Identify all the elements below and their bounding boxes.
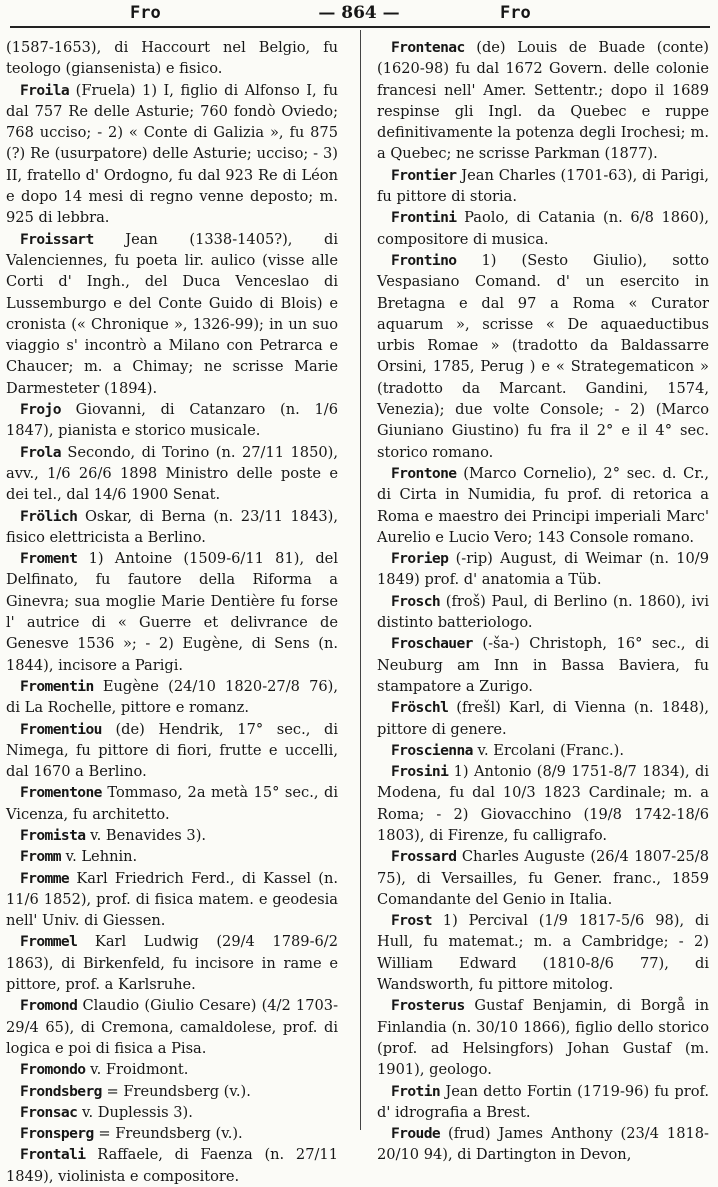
entry-headword: Frontenac (391, 39, 465, 56)
dictionary-entry (6, 1102, 338, 1123)
left-column (6, 37, 338, 1187)
page-number: — 864 — (318, 3, 400, 23)
entry-headword: Frommel (20, 933, 78, 951)
dictionary-entry (6, 442, 338, 506)
entry-headword: Frola (20, 443, 61, 461)
dictionary-entry (6, 229, 338, 399)
entry-text: 1) Percival (1/9 1817-5/6 98), di Hull, fu matemat.; m. a Cambridge; - 2) William Edward (1810-8/6 77), di Wandsworth, fu pittore mitolog. (377, 912, 709, 994)
dictionary-entry (6, 1123, 338, 1144)
dictionary-entry (6, 676, 338, 719)
entry-headword: Fröschl (391, 699, 449, 717)
dictionary-entry (6, 868, 338, 932)
dictionary-entry (377, 591, 709, 634)
entry-headword: Fromm (20, 848, 61, 866)
entry-text: Giovanni, di Catanzaro (n. 1/6 1847), pianista e storico musicale. (6, 401, 338, 440)
dictionary-entry (377, 250, 709, 463)
entry-text: (-rip) August, di Weimar (n. 10/9 1849) prof. d' anatomia a Tüb. (377, 550, 709, 589)
entry-headword: Fromondo (20, 1061, 86, 1079)
entry-text: v. Lehnin. (60, 848, 138, 866)
entry-headword: Fromentone (20, 784, 102, 802)
entry-text: Paolo, di Catania (n. 6/8 1860), compositore di musica. (377, 209, 709, 248)
entry-headword: Froila (20, 81, 70, 99)
entry-headword: Frosch (391, 592, 441, 610)
entry-headword: Frotin (391, 1082, 441, 1100)
dictionary-entry (6, 548, 338, 676)
entry-headword: Frontini (391, 209, 457, 227)
entry-text: Oskar, di Berna (n. 23/11 1843), fisico elettricista a Berlino. (6, 507, 338, 546)
entry-text: (-ša-) Christoph, 16° sec., di Neuburg am Inn in Bassa Baviera, fu stampatore a Zurigo. (377, 635, 709, 695)
entry-text: (1587-1653), di Haccourt nel Belgio, fu teologo (giansenista) e fisico. (6, 39, 338, 78)
entry-headword: Frontone (391, 464, 457, 482)
dictionary-entry (377, 761, 709, 846)
column-divider (360, 30, 361, 1130)
entry-headword: Froment (20, 550, 78, 568)
entry-headword: Froscienna (391, 741, 473, 759)
entry-text: Eugène (24/10 1820-27/8 76), di La Rochelle, pittore e romanz. (6, 677, 338, 717)
dictionary-entry (377, 910, 709, 995)
entry-text: Jean (1338-1405?), di Valenciennes, fu poeta lir. aulico (visse alle Corti d' Ingh., del Duca Venceslao di Lussemburgo e del Conte Guido di Blois) e cronista (« Chronique », 1326-99); in un suo viaggio s' incontrò a Milano con Petrarca e Chaucer; m. a Chimay; ne scrisse Marie Darmesteter (1894). (6, 230, 338, 397)
entry-text: Gustaf Benjamin, di Borgå in Finlandia (n. 30/10 1866), figlio dello storico (prof. ad Helsingfors) Johan Gustaf (m. 1901), geologo. (377, 997, 709, 1079)
entry-headword: Fromentin (20, 677, 94, 695)
entry-text: Jean detto Fortin (1719-96) fu prof. d' idrografia a Brest. (377, 1082, 709, 1121)
entry-text: Raffaele, di Faenza (n. 27/11 1849), violinista e compositore. (6, 1146, 338, 1185)
entry-headword: Froriep (391, 550, 449, 568)
entry-headword: Frosterus (391, 997, 465, 1015)
page-header (0, 0, 718, 28)
entry-headword: Fromentiou (20, 720, 102, 738)
entry-text: (Fruela) 1) I, figlio di Alfonso I, fu dal 757 Re delle Asturie; 760 fondò Oviedo; 768 ucciso; - 2) « Conte di Galizia », fu 875 (?) Re (usurpatore) delle Asturie; ucciso; - 3) II, fratello d' Ordogno, fu dal 923 Re di Léon e dopo 14 mesi di regno venne deposto; m. 925 di lebbra. (6, 81, 338, 227)
entry-text: (frešl) Karl, di Vienna (n. 1848), pittore di genere. (377, 699, 709, 738)
dictionary-entry (377, 995, 709, 1080)
entry-text: = Freundsberg (v.). (93, 1125, 243, 1143)
dictionary-entry (6, 782, 338, 825)
entry-headword: Frondsberg (20, 1082, 102, 1100)
dictionary-entry (377, 1081, 709, 1124)
dictionary-entry (6, 1144, 338, 1187)
header-rule (10, 26, 710, 28)
entry-text: Tommaso, 2a metà 15° sec., di Vicenza, fu architetto. (6, 784, 338, 823)
entry-text: Karl Ludwig (29/4 1789-6/2 1863), di Birkenfeld, fu incisore in rame e pittore, prof. a Karlsruhe. (6, 933, 338, 994)
dictionary-entry (6, 37, 338, 80)
entry-headword: Frost (391, 912, 432, 930)
entry-headword: Froissart (20, 230, 94, 248)
entry-headword: Froude (391, 1125, 441, 1143)
dictionary-entry (6, 995, 338, 1059)
entry-headword: Frosini (391, 763, 449, 781)
dictionary-entry (377, 1123, 709, 1166)
entry-text: v. Duplessis 3). (77, 1103, 193, 1121)
dictionary-entry (377, 463, 709, 548)
entry-text: (de) Louis de Buade (conte) (1620-98) fu dal 1672 Govern. delle colonie francesi nell' Amer. Settentr.; dopo il 1689 respinse gli Ingl. da Quebec e ruppe definitivamente la potenza degli Irochesi; m. a Quebec; ne scrisse Parkman (1877). (377, 39, 709, 163)
dictionary-entry (377, 846, 709, 910)
entry-headword: Frölich (20, 507, 78, 525)
entry-headword: Fromme (20, 869, 70, 887)
entry-headword: Frojo (20, 401, 61, 419)
entry-text: (froš) Paul, di Berlino (n. 1860), ivi distinto batteriologo. (377, 592, 709, 632)
entry-text: Claudio (Giulio Cesare) (4/2 1703-29/4 65), di Cremona, camaldolese, prof. di logica e poi di fisica a Pisa. (6, 997, 338, 1057)
dictionary-entry (6, 719, 338, 783)
dictionary-entry (6, 825, 338, 846)
entry-text: (de) Hendrik, 17° sec., di Nimega, fu pittore di fiori, frutte e uccelli, dal 1670 a Berlino. (6, 720, 338, 781)
entry-text: 1) Antonio (8/9 1751-8/7 1834), di Modena, fu dal 10/3 1823 Cardinale; m. a Roma; - 2) Giovacchino (19/8 1742-18/6 1803), di Firenze, fu calligrafo. (377, 763, 709, 844)
entry-headword: Frossard (391, 848, 457, 866)
entry-text: Charles Auguste (26/4 1807-25/8 75), di Versailles, fu Gener. franc., 1859 Comandante del Genio in Italia. (377, 848, 709, 908)
entry-text: (frud) James Anthony (23/4 1818-20/10 94), di Dartington in Devon, (377, 1125, 709, 1164)
entry-text: v. Ercolani (Franc.). (472, 741, 625, 759)
entry-text: Jean Charles (1701-63), di Parigi, fu pittore di storia. (377, 166, 709, 206)
dictionary-entry (6, 506, 338, 549)
dictionary-entry (377, 697, 709, 740)
entry-text: Karl Friedrich Ferd., di Kassel (n. 11/6 1852), prof. di fisica matem. e geodesia nell' Univ. di Giessen. (6, 869, 338, 930)
dictionary-entry (6, 846, 338, 867)
header-left-word: Fro (130, 3, 161, 23)
entry-text: = Freundsberg (v.). (101, 1082, 251, 1100)
dictionary-entry (377, 740, 709, 761)
entry-headword: Fronsperg (20, 1125, 94, 1143)
dictionary-entry (377, 207, 709, 250)
entry-text: (Marco Cornelio), 2° sec. d. Cr., di Cirta in Numidia, fu prof. di retorica a Roma e maestro dei Principi imperiali Marc' Aurelio e Lucio Vero; 143 Console romano. (377, 464, 709, 546)
header-right-word: Fro (500, 3, 531, 23)
entry-text: 1) (Sesto Giulio), sotto Vespasiano Comand. d' un esercito in Bretagna e dal 97 a Roma « Curator aquarum », scrisse « De aquaeductibus urbis Romae » (tradotto da Baldassarre Orsini, 1785, Perug ) e « Strategematicon » (tradotto da Marcant. Gandini, 1574, Venezia); due volte Console; - 2) (Marco Giuniano Giustino) fu fra il 2° e il 4° sec. storico romano. (377, 251, 709, 461)
dictionary-entry (377, 633, 709, 697)
dictionary-entry (377, 37, 709, 165)
dictionary-entry (6, 80, 338, 229)
dictionary-entry (6, 931, 338, 995)
dictionary-entry (377, 165, 709, 208)
entry-headword: Fromista (20, 826, 86, 844)
entry-text: 1) Antoine (1509-6/11 81), del Delfinato, fu fautore della Riforma a Ginevra; sua moglie Marie Dentière fu forse l' autrice di « Guerre et delivrance de Genesve 1536 »; - 2) Eugène, di Sens (n. 1844), incisore a Parigi. (6, 550, 338, 674)
entry-text: Secondo, di Torino (n. 27/11 1850), avv., 1/6 26/6 1898 Ministro delle poste e dei tel., dal 14/6 1900 Senat. (6, 443, 338, 504)
entry-headword: Frontino (391, 251, 457, 269)
entry-headword: Fromond (20, 997, 78, 1015)
entry-text: v. Froidmont. (85, 1061, 189, 1079)
right-column (377, 37, 709, 1166)
entry-headword: Froschauer (391, 635, 473, 653)
dictionary-entry (377, 548, 709, 591)
entry-headword: Frontier (391, 166, 457, 184)
entry-text: v. Benavides 3). (85, 826, 207, 844)
dictionary-entry (6, 1081, 338, 1102)
entry-headword: Fronsac (20, 1103, 78, 1121)
dictionary-entry (6, 399, 338, 442)
entry-headword: Frontali (20, 1146, 86, 1164)
dictionary-entry (6, 1059, 338, 1080)
